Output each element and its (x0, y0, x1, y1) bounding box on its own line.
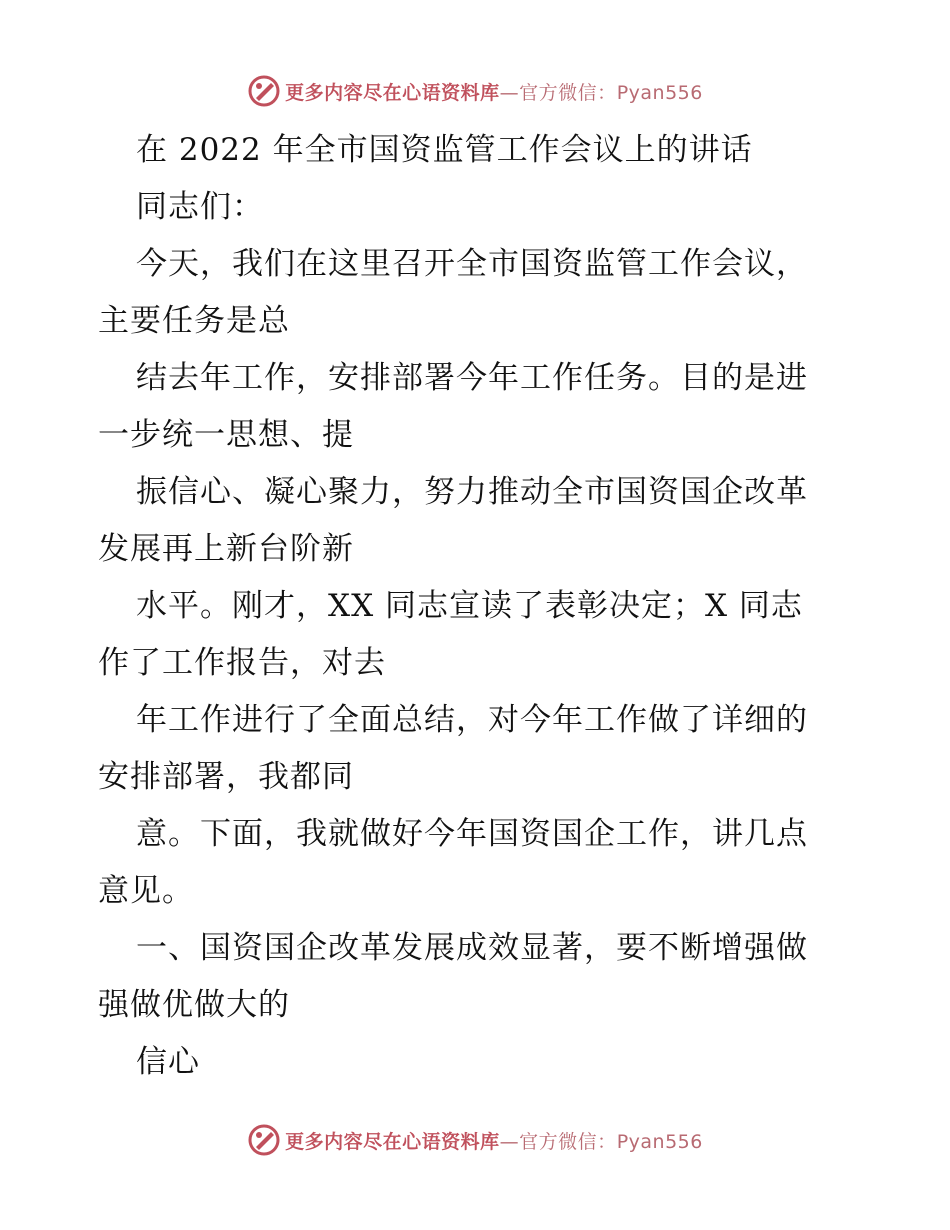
watermark-label: 官方微信： (519, 81, 617, 104)
paragraph-line: 结去年工作，安排部署今年工作任务。目的是进 (136, 360, 808, 396)
section-heading-continued: 信心 (136, 1044, 200, 1080)
paragraph-line: 水平。刚才，XX 同志宣读了表彰决定；X 同志 (136, 588, 803, 624)
document-title: 在 2022 年全市国资监管工作会议上的讲话 (136, 132, 753, 168)
paragraph-line: 发展再上新台阶新 (98, 531, 354, 567)
watermark-label: 官方微信： (519, 1130, 617, 1153)
paragraph-line: 意。下面，我就做好今年国资国企工作，讲几点 (136, 816, 808, 852)
logo-icon (247, 74, 281, 108)
paragraph-line: 安排部署，我都同 (98, 759, 354, 795)
paragraph-line: 年工作进行了全面总结，对今年工作做了详细的 (136, 702, 808, 738)
logo-icon (247, 1123, 281, 1157)
watermark-text (285, 78, 703, 105)
paragraph-line: 作了工作报告，对去 (98, 645, 386, 681)
watermark-wechat: Pyan556 (616, 1130, 703, 1153)
watermark-brand: 更多内容尽在心语资料库 (285, 81, 500, 104)
paragraph-line: 振信心、凝心聚力，努力推动全市国资国企改革 (136, 474, 808, 510)
paragraph-line: 意见。 (98, 873, 194, 909)
paragraph-line: 同志们： (136, 189, 264, 225)
watermark-brand: 更多内容尽在心语资料库 (285, 1130, 500, 1153)
watermark-dash: — (499, 1130, 520, 1153)
watermark-text (285, 1127, 703, 1154)
watermark-wechat: Pyan556 (616, 81, 703, 104)
watermark-dash: — (499, 81, 520, 104)
section-heading-continued: 强做优做大的 (98, 987, 290, 1023)
section-heading: 一、国资国企改革发展成效显著，要不断增强做 (136, 930, 808, 966)
paragraph-line: 主要任务是总 (98, 303, 290, 339)
document-body (98, 122, 858, 1091)
header-watermark (0, 71, 950, 111)
paragraph-line: 一步统一思想、提 (98, 417, 354, 453)
paragraph-line: 今天，我们在这里召开全市国资监管工作会议， (136, 246, 808, 282)
footer-watermark (0, 1120, 950, 1160)
